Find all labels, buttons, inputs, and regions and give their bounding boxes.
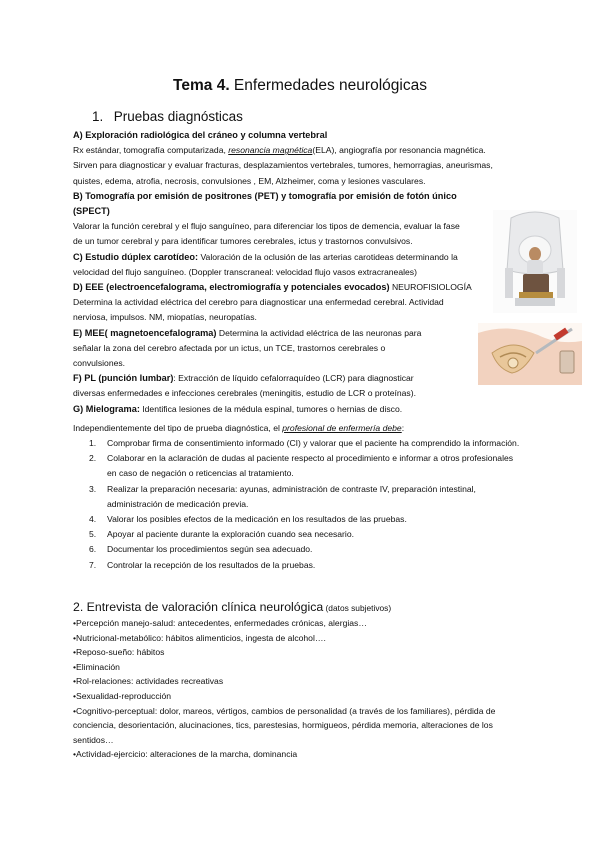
- list-item: • Eliminación: [73, 660, 533, 675]
- list-item: [73, 482, 523, 512]
- list-item: • Percepción manejo-salud: antecedentes, enfermedades crónicas, alergias…: [73, 616, 533, 631]
- test-a-heading: A) Exploración radiológica del cráneo y columna vertebral: [73, 130, 328, 140]
- mri-link-text: resonancia magnética: [228, 145, 313, 156]
- list-item-number: 2.: [89, 453, 97, 464]
- list-item-text: Controlar la recepción de los resultados de la pruebas.: [107, 559, 316, 570]
- test-g-heading: G) Mielograma:: [73, 403, 140, 414]
- test-d-tag: NEUROFISIOLOGÍA: [389, 282, 472, 293]
- intro-line: Independientemente del tipo de prueba diagnóstica, el profesional de enfermería debe:: [73, 423, 405, 433]
- section-1-heading: [92, 109, 243, 124]
- test-e-line-2: señalar la zona del cerebro afectada por un ictus, un TCE, trastornos cerebrales o: [73, 342, 386, 353]
- list-item-number: 3.: [89, 483, 97, 494]
- section-2-heading: [73, 600, 391, 614]
- test-b-heading-1: B) Tomografía por emisión de positrones (PET) y tomografía por emisión de fotón único: [73, 190, 457, 201]
- test-d-line-1: Determina la actividad eléctrica del cerebro para diagnosticar una enfermedad cerebral. Actividad: [73, 297, 444, 308]
- nursing-duties-list: [73, 436, 523, 573]
- list-item-number: 5.: [89, 529, 97, 540]
- list-item: [73, 558, 523, 573]
- list-item: • Actividad-ejercicio: alteraciones de la marcha, dominancia: [73, 747, 533, 762]
- list-item: [73, 527, 523, 542]
- test-e-line-1: E) MEE( magnetoencefalograma) Determina la actividad eléctrica de las neuronas para: [73, 327, 422, 338]
- list-item: • Sexualidad-reproducción: [73, 689, 533, 704]
- test-c-heading: C) Estudio dúplex carotídeo:: [73, 251, 199, 262]
- section-2-note: (datos subjetivos): [323, 603, 392, 613]
- list-item-number: 6.: [89, 544, 97, 555]
- list-item: [73, 451, 523, 481]
- title-number: Tema 4.: [173, 77, 230, 94]
- test-g-line-1: G) Mielograma: Identifica lesiones de la médula espinal, tumores o hernias de disco.: [73, 403, 403, 414]
- list-item: • Reposo-sueño: hábitos: [73, 645, 533, 660]
- list-item: [73, 512, 523, 527]
- test-d-line-2: nerviosa, impulsos. NM, miopatías, neuropatías.: [73, 312, 257, 323]
- list-item-text: Comprobar firma de consentimiento informado (CI) y valorar que el paciente ha comprendido la información.: [107, 438, 520, 448]
- section-1-label: Pruebas diagnósticas: [113, 109, 243, 124]
- test-d-heading-line: [73, 280, 533, 295]
- list-item: [73, 542, 523, 557]
- test-e-line-3: convulsiones.: [73, 358, 126, 369]
- test-d-heading: D) EEE (electroencefalograma, electromiografía y potenciales evocados): [73, 282, 390, 293]
- list-item-text: Apoyar al paciente durante la exploración cuando sea necesario.: [107, 529, 354, 540]
- test-a-line-1: Rx estándar, tomografía computarizada, resonancia magnética(ELA), angiografía por resonancia magnética.: [73, 145, 486, 156]
- list-item: • Nutricional-metabólico: hábitos alimenticios, ingesta de alcohol….: [73, 631, 533, 646]
- title-text: Enfermedades neurológicas: [229, 77, 427, 94]
- tests-block: [73, 128, 533, 417]
- list-item: [73, 436, 523, 451]
- test-b-line-1: Valorar la función cerebral y el flujo sanguíneo, para diferenciar los tipos de demencia, evaluar la fase: [73, 221, 460, 232]
- list-item-number: 7.: [89, 559, 97, 570]
- test-b-heading-2: (SPECT): [73, 206, 110, 217]
- section-1-number: 1.: [92, 109, 104, 124]
- test-f-heading: F) PL (punción lumbar): [73, 373, 174, 384]
- list-item-text: Colaborar en la aclaración de dudas al paciente respecto al procedimiento e informar a otros profesionales en caso de negación o reticencias al tratamiento.: [107, 453, 514, 479]
- list-item: • Cognitivo-perceptual: dolor, mareos, vértigos, cambios de personalidad (a través de los familiares), pérdida de conciencia, desorientación, alucinaciones, tics, parestesias, hormigueos, pérdida memoria, alteraciones de los sentidos…: [73, 704, 533, 748]
- page-title: [0, 77, 600, 95]
- test-e-heading: E) MEE( magnetoencefalograma): [73, 327, 217, 338]
- test-f-line-2: diversas enfermedades e infecciones cerebrales (meningitis, estudio de LCR o proteínas).: [73, 388, 416, 399]
- list-item: • Rol-relaciones: actividades recreativas: [73, 674, 533, 689]
- list-item-number: 4.: [89, 514, 97, 525]
- lumbar-puncture-image: [478, 323, 582, 385]
- list-item-text: Realizar la preparación necesaria: ayunas, administración de contraste IV, preparación intestinal, administración de medicación previa.: [107, 483, 476, 509]
- assessment-patterns-list: [73, 616, 533, 762]
- list-item-text: Valorar los posibles efectos de la medicación en los resultados de las pruebas.: [107, 514, 407, 525]
- list-item-number: 1.: [89, 438, 97, 448]
- pet-scanner-image: [493, 210, 577, 313]
- test-f-line-1: F) PL (punción lumbar): Extracción de líquido cefalorraquídeo (LCR) para diagnosticar: [73, 373, 414, 384]
- test-b-line-2: de un tumor cerebral y para identificar tumores cerebrales, ictus y trastornos convulsivos.: [73, 236, 413, 247]
- list-item-text: Documentar los procedimientos según sea adecuado.: [107, 544, 313, 555]
- nurse-duty-text: profesional de enfermería debe: [282, 423, 402, 433]
- test-c-line-1: C) Estudio dúplex carotídeo: Valoración de la oclusión de las arterias carotideas determinando la: [73, 251, 458, 262]
- test-a-line-2: Sirven para diagnosticar y evaluar fracturas, desplazamientos vertebrales, tumores, hemorragias, aneurismas,: [73, 160, 493, 171]
- test-a-line-3: quistes, edema, atrofia, necrosis, convulsiones , EM, Alzheimer, coma y lesiones vasculares.: [73, 175, 426, 186]
- section-2-label: 2. Entrevista de valoración clínica neurológica: [73, 600, 324, 614]
- test-c-line-2: velocidad del flujo sanguíneo. (Doppler transcraneal: velocidad flujo vasos extracraneales): [73, 266, 417, 277]
